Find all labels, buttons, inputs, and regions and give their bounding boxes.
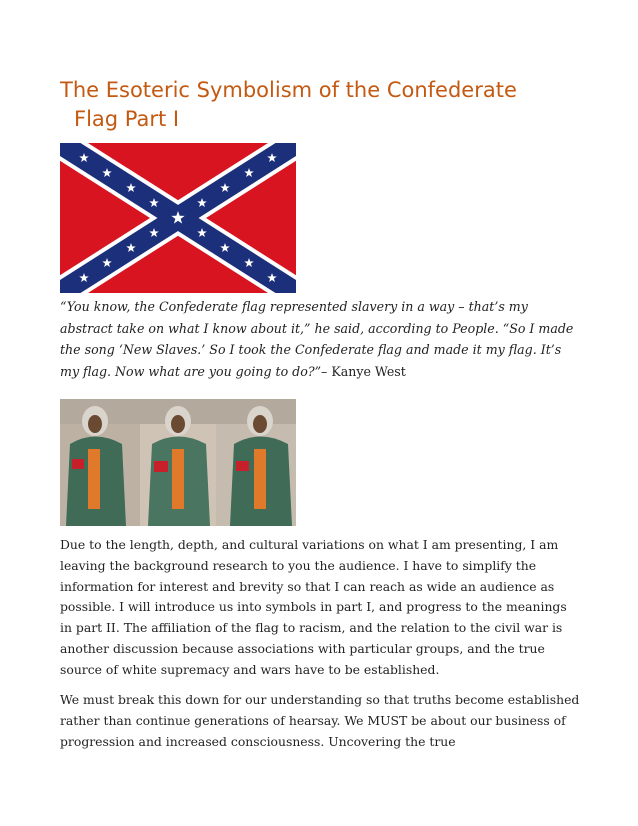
confederate-flag-image	[60, 143, 296, 293]
quote-text: “You know, the Confederate flag represented slavery in a way – that’s my abstract take on what I know about it,” he said, according to People. “So I made the song ‘New Slaves.’ So I took the Confederate flag and made it my flag. It’s my flag. Now what are you going to do?”	[60, 299, 574, 379]
kanye-photo-image	[60, 399, 296, 526]
body-paragraph-2: We must break this down for our understanding so that truths become established rather than continue generations of hearsay. We MUST be about our business of progression and increased consciousness. Uncovering the true	[60, 692, 580, 749]
article-title-line1: The Esoteric Symbolism of the Confederate	[60, 78, 517, 102]
article-title-line2: Flag Part I	[74, 107, 180, 131]
article-title	[60, 76, 580, 134]
body-paragraph-1: Due to the length, depth, and cultural variations on what I am presenting, I am leaving the background research to you the audience. I have to simplify the information for interest and brevity so that I can reach as wide an audience as possible. I will introduce us into symbols in part I, and progress to the meanings in part II. The affiliation of the flag to racism, and the relation to the civil war is another discussion because associations with particular groups, and the true source of white supremacy and wars have to be established.	[60, 537, 567, 677]
quote-attribution: – Kanye West	[321, 363, 406, 379]
kanye-quote	[60, 296, 580, 382]
